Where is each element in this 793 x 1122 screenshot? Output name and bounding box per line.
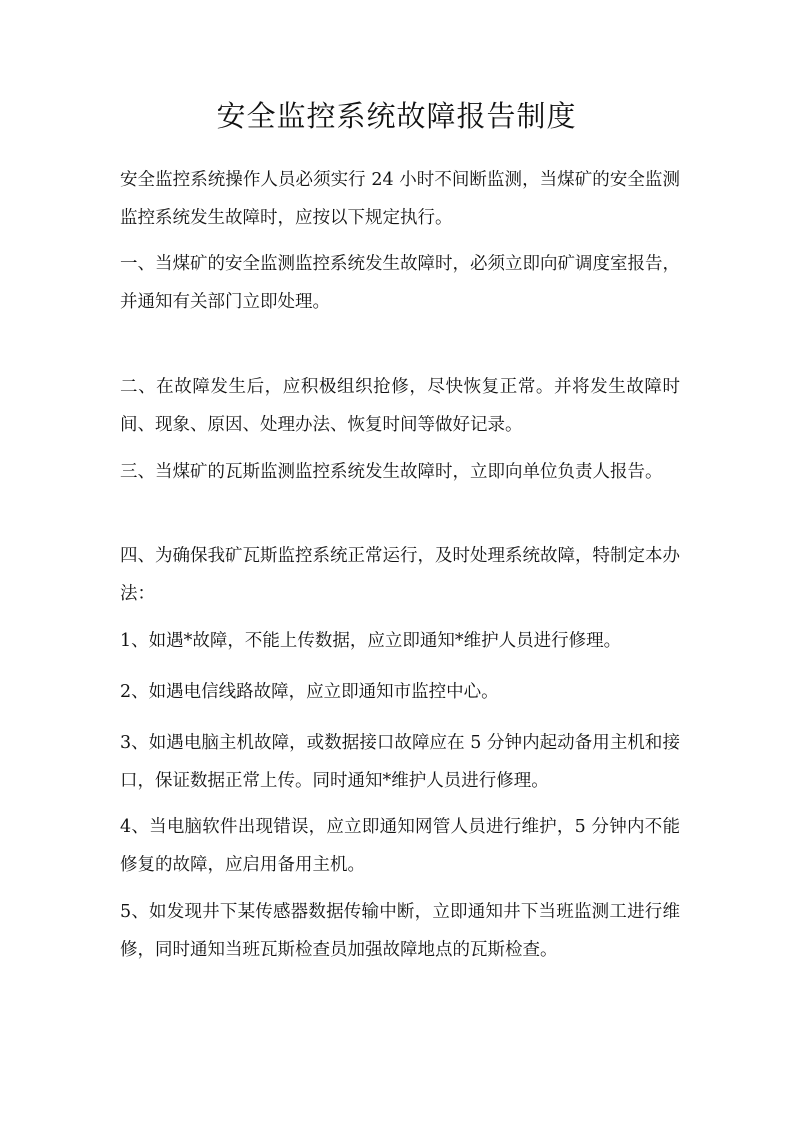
document-title: 安全监控系统故障报告制度 — [216, 99, 577, 133]
section-1-paragraph: 一、当煤矿的安全监测监控系统发生故障时，必须立即向矿调度室报告，并通知有关部门立即处理。 — [120, 254, 680, 312]
item-2-paragraph: 2、如遇电信线路故障，应立即通知市监控中心。 — [120, 682, 499, 702]
item-1-paragraph: 1、如遇*故障，不能上传数据，应立即通知*维护人员进行修理。 — [120, 631, 622, 651]
item-5-paragraph: 5、如发现井下某传感器数据传输中断，立即通知井下当班监测工进行维修，同时通知当班瓦斯检查员加强故障地点的瓦斯检查。 — [120, 902, 680, 960]
item-4-paragraph: 4、当电脑软件出现错误，应立即通知网管人员进行维护，5 分钟内不能修复的故障，应启用备用主机。 — [120, 817, 680, 875]
section-2-paragraph: 二、在故障发生后，应积极组织抢修，尽快恢复正常。并将发生故障时间、现象、原因、处理办法、恢复时间等做好记录。 — [120, 377, 680, 435]
intro-paragraph: 安全监控系统操作人员必须实行 24 小时不间断监测，当煤矿的安全监测监控系统发生故障时，应按以下规定执行。 — [120, 170, 680, 228]
item-3-paragraph: 3、如遇电脑主机故障，或数据接口故障应在 5 分钟内起动备用主机和接口，保证数据正常上传。同时通知*维护人员进行修理。 — [120, 733, 680, 791]
section-3-paragraph: 三、当煤矿的瓦斯监测监控系统发生故障时，立即向单位负责人报告。 — [120, 462, 663, 482]
section-4-paragraph: 四、为确保我矿瓦斯监控系统正常运行，及时处理系统故障，特制定本办法： — [120, 546, 680, 604]
